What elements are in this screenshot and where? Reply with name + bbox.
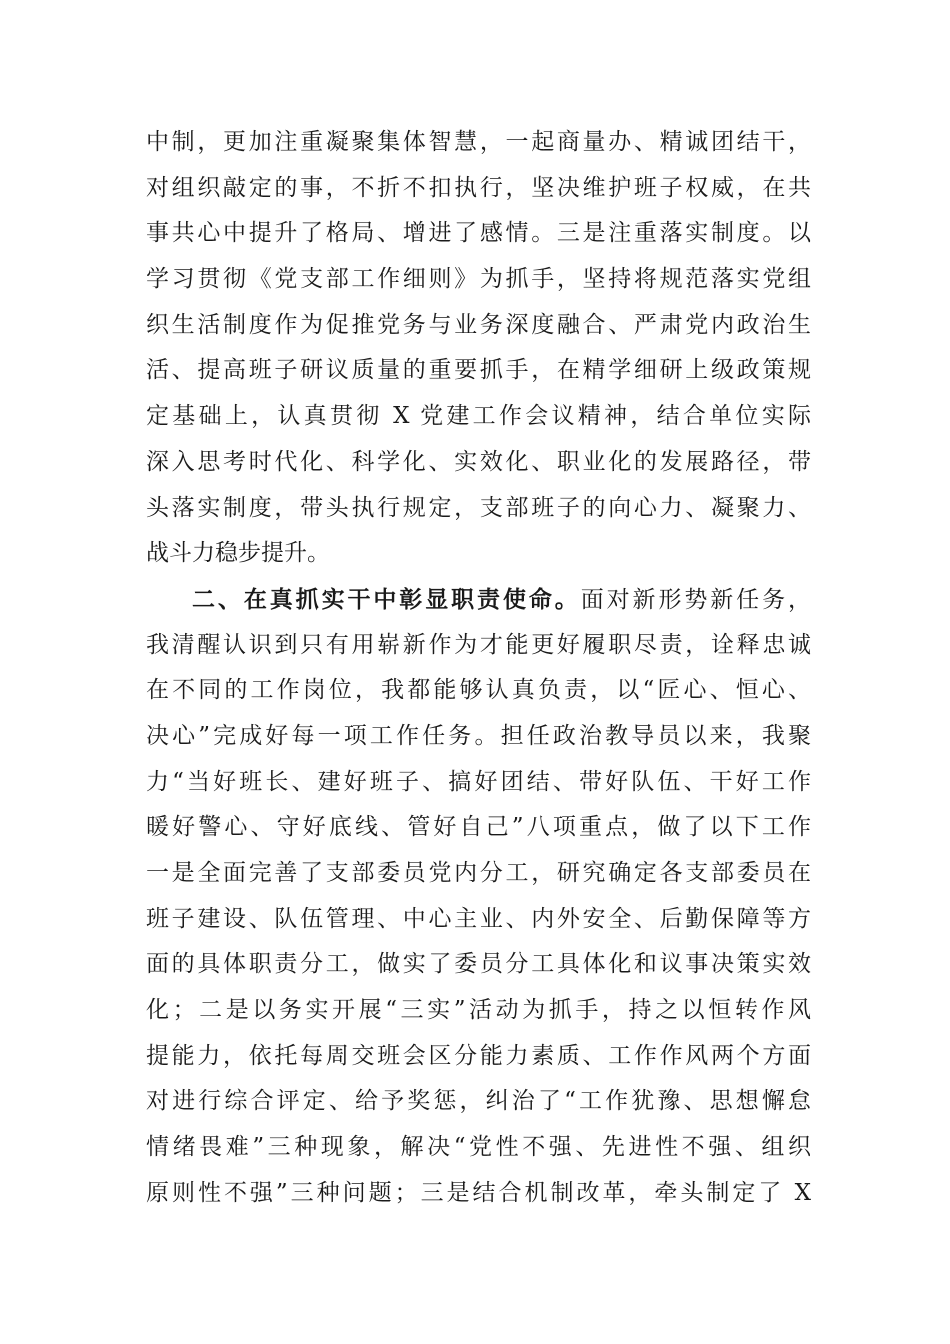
text-line: 头落实制度，带头执行规定，支部班子的向心力、凝聚力、 [146, 494, 811, 521]
text-line: 在不同的工作岗位，我都能够认真负责，以“匠心、恒心、 [146, 677, 811, 704]
text-line: 暖好警心、守好底线、管好自己”八项重点，做了以下工作 [146, 814, 811, 841]
text-line: 深入思考时代化、科学化、实效化、职业化的发展路径，带 [146, 448, 811, 475]
text-line: 对组织敲定的事，不折不扣执行，坚决维护班子权威，在共 [146, 174, 811, 201]
text-line: 织生活制度作为促推党务与业务深度融合、严肃党内政治生 [146, 311, 811, 338]
document-body [146, 120, 811, 1217]
text-line: 力“当好班长、建好班子、搞好团结、带好队伍、干好工作 [146, 768, 811, 795]
section-heading-line [146, 577, 811, 623]
text-line: 事共心中提升了格局、增进了感情。三是注重落实制度。以 [146, 220, 811, 247]
heading-line-text: 面对新形势新任务， [580, 586, 812, 613]
text-line: 我清醒认识到只有用崭新作为才能更好履职尽责，诠释忠诚 [146, 631, 811, 658]
text-line: 一是全面完善了支部委员党内分工，研究确定各支部委员在 [146, 860, 811, 886]
text-line: 活、提高班子研议质量的重要抓手，在精学细研上级政策规 [146, 357, 811, 384]
text-line: 中制，更加注重凝聚集体智慧，一起商量办、精诚团结干， [146, 129, 811, 155]
text-line: 提能力，依托每周交班会区分能力素质、工作作风两个方面 [146, 1042, 811, 1069]
text-line: 定基础上，认真贯彻 X 党建工作会议精神，结合单位实际 [146, 403, 811, 430]
text-line: 情绪畏难”三种现象，解决“党性不强、先进性不强、组织 [146, 1134, 811, 1161]
text-line: 班子建设、队伍管理、中心主业、内外安全、后勤保障等方 [146, 905, 811, 932]
text-line: 战斗力稳步提升。 [146, 540, 330, 567]
text-line: 决心”完成好每一项工作任务。担任政治教导员以来，我聚 [146, 722, 811, 749]
text-line: 学习贯彻《党支部工作细则》为抓手，坚持将规范落实党组 [146, 266, 811, 293]
section-heading: 二、在真抓实干中彰显职责使命。 [192, 585, 581, 613]
text-line: 对进行综合评定、给予奖惩，纠治了“工作犹豫、思想懈怠 [146, 1088, 811, 1115]
text-line: 原则性不强”三种问题；三是结合机制改革，牵头制定了 X [146, 1179, 811, 1206]
text-line: 化；二是以务实开展“三实”活动为抓手，持之以恒转作风 [146, 997, 811, 1024]
text-line: 面的具体职责分工，做实了委员分工具体化和议事决策实效 [146, 951, 811, 978]
